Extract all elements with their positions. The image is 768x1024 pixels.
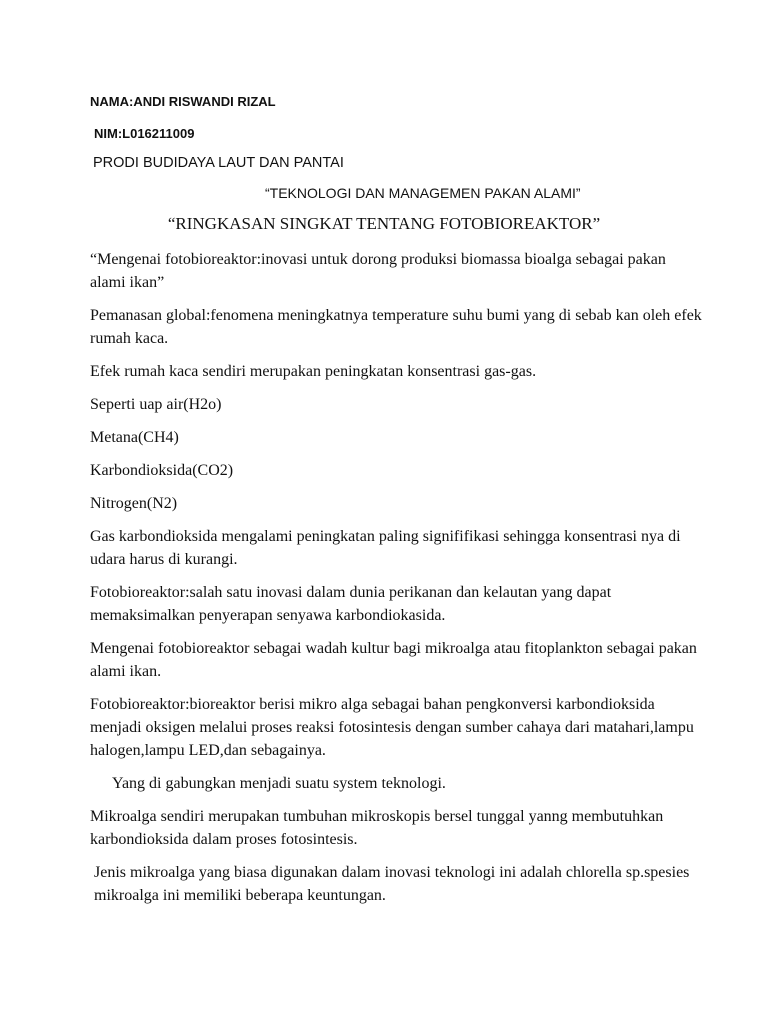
paragraph: Fotobioreaktor:salah satu inovasi dalam dunia perikanan dan kelautan yang dapat memaksimalkan penyerapan senyawa karbondiokasida. [90, 584, 612, 624]
paragraph: Jenis mikroalga yang biasa digunakan dalam inovasi teknologi ini adalah chlorella sp.spesies mikroalga ini memiliki beberapa keuntungan. [94, 864, 690, 904]
paragraph: Nitrogen(N2) [90, 495, 178, 512]
paragraph: Karbondioksida(CO2) [90, 462, 234, 479]
paragraph: Pemanasan global:fenomena meningkatnya temperature suhu bumi yang di sebab kan oleh efek rumah kaca. [90, 307, 702, 347]
course-title: “TEKNOLOGI DAN MANAGEMEN PAKAN ALAMI” [265, 185, 581, 201]
student-name: NAMA:ANDI RISWANDI RIZAL [90, 94, 276, 109]
paragraph: Metana(CH4) [90, 429, 179, 446]
paragraph: Mikroalga sendiri merupakan tumbuhan mikroskopis bersel tunggal yanng membutuhkan karbondioksida dalam proses fotosintesis. [90, 808, 664, 848]
student-nim: NIM:L016211009 [94, 126, 195, 141]
paragraph: Gas karbondioksida mengalami peningkatan paling signififikasi sehingga konsentrasi nya di udara harus di kurangi. [90, 528, 681, 568]
paragraph: Fotobioreaktor:bioreaktor berisi mikro alga sebagai bahan pengkonversi karbondioksida menjadi oksigen melalui proses reaksi fotosintesis dengan sumber cahaya dari matahari,lampu halogen,lampu LED,dan sebagainya. [90, 696, 694, 759]
paragraph: “Mengenai fotobioreaktor:inovasi untuk dorong produksi biomassa bioalga sebagai pakan alami ikan” [90, 251, 666, 291]
paragraph: Mengenai fotobioreaktor sebagai wadah kultur bagi mikroalga atau fitoplankton sebagai pakan alami ikan. [90, 640, 697, 680]
paragraph: Efek rumah kaca sendiri merupakan peningkatan konsentrasi gas-gas. [90, 363, 537, 380]
paragraph: Yang di gabungkan menjadi suatu system teknologi. [112, 775, 446, 792]
document-body [90, 248, 705, 917]
paragraph: Seperti uap air(H2o) [90, 396, 222, 413]
document-title: “RINGKASAN SINGKAT TENTANG FOTOBIOREAKTOR” [167, 214, 601, 233]
study-program: PRODI BUDIDAYA LAUT DAN PANTAI [93, 155, 344, 171]
